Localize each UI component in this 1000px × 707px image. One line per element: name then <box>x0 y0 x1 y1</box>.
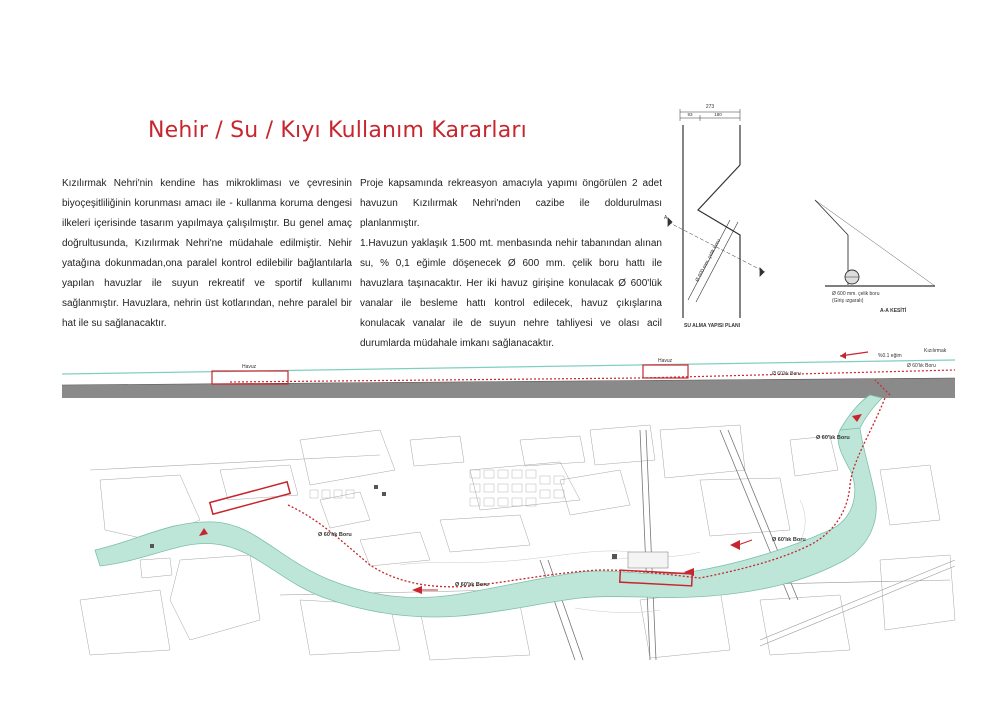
plan-dim-left: 93 <box>687 112 693 117</box>
long-section-pool-2-label: Havuz <box>658 358 673 364</box>
section-caption: A-A KESİTİ <box>880 308 907 314</box>
map-parcels <box>310 470 564 506</box>
long-section-pool-2 <box>643 365 688 378</box>
plan-pipe-label: Ø 600 mm. çelik boru <box>694 238 723 283</box>
page-title: Nehir / Su / Kıyı Kullanım Kararları <box>148 118 527 143</box>
long-section-pool-1-label: Havuz <box>242 364 257 370</box>
section-drawing <box>815 200 935 286</box>
long-section-pipe-label-2: Ø 60'lık Boru <box>907 363 936 369</box>
plan-dim-total: 273 <box>705 104 715 110</box>
long-section-slope-label: %0.1 eğim <box>878 353 902 359</box>
map-pool-1 <box>210 482 290 514</box>
long-section <box>62 352 955 398</box>
map-river <box>95 428 876 617</box>
site-map <box>80 380 955 660</box>
long-section-pipe-label-1: Ø 60'lık Boru <box>772 371 801 377</box>
map-pipe-label-right: Ø 60'lık Boru <box>772 537 806 543</box>
intake-plan-drawing <box>668 109 765 318</box>
plan-section-mark: A <box>664 215 668 221</box>
map-pipe-label-top-right: Ø 60'lık Boru <box>816 435 850 441</box>
map-pipe-label-center: Ø 60'lık Boru <box>455 582 489 588</box>
section-grate-label: (Giriş ızgaralı) <box>832 298 864 304</box>
plan-dim-right: 180 <box>714 112 722 117</box>
long-section-river-label: Kızılırmak <box>924 348 947 354</box>
project-paragraph: Proje kapsamında rekreasyon amacıyla yapımı öngörülen 2 adet havuzun Kızılırmak Nehri'nden cazibe ile doldurulması planlanmıştır. 1.Havuzun yaklaşık 1.500 mt. menbasında nehir tabanından alınan su, % 0,1 eğimle döşenecek Ø 600 mm. çelik boru hattı ile havuzlara taşınacaktır. Her iki havuz girişine konulacak Ø 600'lük vanalar ile besleme hattı kontrol edilecek, havuz çıkışlarına konulacak vanalar ile de suyun nehre tahliyesi ve olası acil durumlarda müdahale imkanı sağlanacaktır. <box>360 178 662 349</box>
intro-paragraph: Kızılırmak Nehri'nin kendine has mikrokliması ve çevresinin biyoçeşitliliğinin korunması amacı ile - kullanma koruma dengesi ilkeleri içerisinde tasarım yapılmaya çalışılmıştır. Bu genel amaç doğrultusunda, Kızılırmak Nehri'ne müdahale edilmiştir. Nehir yatağına dokunmadan,ona paralel kontrol edilebilir bağlantılarla yapılan havuzlar ile suyun rekreatif ve sportif kullanımı sağlanmıştır. Havuzlara, nehrin üst kotlarından, nehre paralel bir hat ile su sağlanacaktır. <box>62 178 352 329</box>
map-markers <box>150 485 617 559</box>
section-pipe-label: Ø 600 mm. çelik boru <box>832 291 880 297</box>
map-pipe-label-left: Ø 60'lık Boru <box>318 532 352 538</box>
long-section-pool-1 <box>212 371 288 384</box>
plan-caption: SU ALMA YAPISI PLANI <box>683 323 741 329</box>
